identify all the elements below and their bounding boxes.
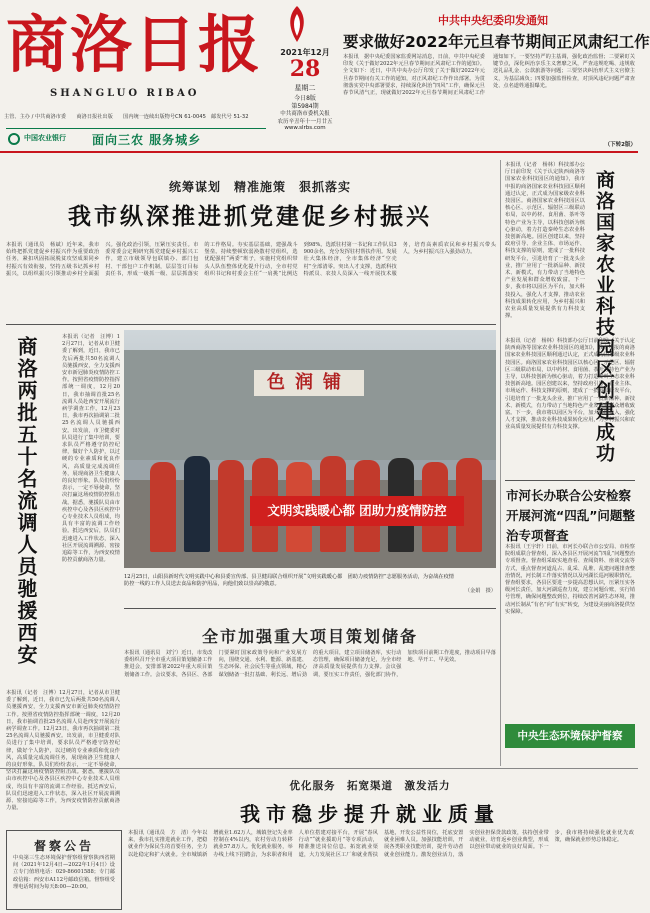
river-headline: 市河长办联合公安检察开展河流“四乱”问题整治专项督查 bbox=[506, 488, 635, 543]
issue-date: 2021年12月 bbox=[280, 48, 330, 57]
eco-banner bbox=[505, 724, 635, 748]
site-domain: www.slrbs.com bbox=[284, 125, 326, 131]
right-col-body-2: 本报讯（记者 杨林）科技部办公厅日前印发《关于认定陕西商洛等国家农业科技园区的通知》，我市申报的商洛国家农业科技园区顺利通过认定，正式成为国家级农业科技园区。商洛国家农业科技园区以核心区、示范区、辐射区三级联动布局，以中药材、食用菌、茶叶等特色产业为主导，以科技创新为核心驱动，着力打造秦岭生态农业科技创新高地。园区创建以来，坚持政府引导、企业主体、市场运作、科技支撑的原则，建成了一批科技研发平台，引进培育了一批龙头企业，推广应用了一批新品种、新技术、新模式，有力带动了当地特色产业发展和群众增收致富。下一步，我市将以园区为平台，加大科技投入，强化人才支撑，推动农业科技成果转化应用，为乡村振兴和农业高质量发展提供有力科技支撑。 bbox=[505, 338, 635, 431]
divider-main bbox=[6, 324, 496, 325]
main-kicker: 统筹谋划 精准施策 狠抓落实 bbox=[168, 180, 351, 194]
column-divider bbox=[500, 160, 501, 766]
issue-number: 第5984期 bbox=[291, 103, 319, 110]
top-continue: （下转2版） bbox=[604, 142, 636, 148]
masthead-logo: 商洛日报 bbox=[6, 8, 263, 81]
employment-kicker: 优化服务 拓宽渠道 激发活力 bbox=[289, 780, 451, 792]
masthead-meta: 主管、主办 / 中共商洛市委 商洛日报社出版 国内统一连续出版物号CN 61-0045 邮发代号 51-32 bbox=[4, 114, 249, 120]
lower-rule bbox=[0, 768, 638, 769]
issue-day: 28 bbox=[289, 56, 321, 82]
notice-title: 督察公告 bbox=[33, 839, 94, 853]
main-headline: 我市纵深推进抓党建促乡村振兴 bbox=[68, 204, 432, 230]
right-vertical-headline: 商洛国家农业科技园区创建成功 bbox=[593, 170, 615, 464]
top-headline-body: 本报讯 据中央纪委国家监委网站消息，日前，中共中央纪委印发《关于做好2022年元旦春节期间正风肃纪工作的通知》。全文如下：近日，中共中央办公厅印发了关于做好2022年元旦春节期间有关工作的通知，对正风肃纪工作作出部署。为贯彻落实党中央部署要求，持续深化纠治“四风”工作，确保元旦春节风清气正，现就做好2022年元旦春节期间正风肃纪工作通知如下。一要坚持严的主基调，强化政治监督；二要紧盯关键节点，深化纠治享乐主义奢靡之风，严查违规吃喝、违规收送礼品礼金、公款旅游等问题；三要坚决纠治形式主义官僚主义，为基层减负；四要加强监督检查，对顶风违纪问题严肃查处、点名道姓通报曝光。 bbox=[343, 54, 635, 97]
masthead bbox=[0, 0, 650, 150]
project-body: 本报讯（通讯员 刘宁）近日，市发改委组织召开全市重大项目策划储备工作推进会，安排部署2022年重大项目策划储备工作。会议要求，各县区、各部门要紧盯国家政策导向和产业发展方向，围绕交通、水利、能源、新基建、生态环保、社会民生等重点领域，精心谋划储备一批打基础、利长远、增后劲的重大项目，建立项目储备库，实行动态管理，确保项目储备充足，为全市经济高质量发展提供有力支撑。会议强调，要压实工作责任，强化部门协作，加快项目前期工作进度，推动项目早落地、早开工、早见效。 bbox=[124, 650, 496, 678]
river-body: 本报讯（王宇轩）日前，市河长办联合市公安局、市检察院组成联合督查组，深入各县区开展河流“四乱”问题整治专项督查。督查组采取实地查看、查阅资料、座谈交流等方式，重点督查河道乱占、乱采、乱堆、乱建问题排查整治情况，河长制工作落实情况以及河湖长巡河履职情况。督查组要求，各县区要进一步提高思想认识，压紧压实各级河长责任，加大河湖巡查力度，建立问题台账，实行销号管理，确保问题整改到位，持续改善河湖生态环境，推动河长制从“有名”向“有实”转变，为建设美丽商洛提供坚实保障。 bbox=[505, 544, 635, 615]
issue-pages: 今日8版 bbox=[294, 95, 316, 102]
project-headline: 全市加强重大项目策划储备 bbox=[201, 627, 418, 646]
divider-right bbox=[505, 480, 635, 481]
main-body: 本报讯（通讯员 杨斌）近年来，我市始终把抓党建促乡村振兴作为重要政治任务，紧扣巩固拓展脱贫攻坚成果同乡村振兴有效衔接，坚持五级书记抓乡村振兴，以组织振兴引领推动乡村全面振兴。强化政治引领，压紧压实责任。市委常委会定期研究抓党建促乡村振兴工作，建立市级领导包联镇办、部门包村、干部包户工作机制，层层签订目标责任书，形成一级抓一级、层层抓落实的工作格局。夯实基层基础，建强战斗堡垒。持续整顿软弱涣散村党组织，选优配强村“两委”班子，实施村党组织带头人队伍整体优化提升行动，全市村党组织书记和村委会主任“一肩挑”比例达到98%。选派驻村第一书记和工作队员3900余名，充分发挥驻村帮扶作用。发展壮大集体经济，全市集体经济“空壳村”全部清零。突出人才支撑，选派科技特派员、农技人员深入一线开展技术服务，培育高素质农民和乡村振兴带头人，为乡村振兴注入强劲动力。 bbox=[6, 242, 496, 277]
sponsor: 中共商洛市委机关报 bbox=[280, 111, 330, 117]
bank-slogan: 面向三农 服务城乡 bbox=[92, 133, 202, 147]
left-vertical-body: 本报讯（记者 汪博）12月27日，记者从市卫健委了解到，近日，我市已先后两批共50名流调人员驰援西安，全力支援西安市新冠肺炎疫情防控工作。按照省疫情防控指挥部统一调度，12月20日，我市抽调首批25名流调人员赴西安开展流行病学调查工作。12月23日，我市再次抽调第二批25名流调人员驰援西安。出发前，市卫健委对队员进行了集中培训，要求队员严格遵守防控纪律，做好个人防护，以过硬的专业素质和优良作风，高质量完成流调任务，展现商洛卫生健康人的良好形象。队员们纷纷表示，一定不辱使命，坚决打赢这场疫情防控阻击战。据悉，驰援队员由市疾控中心及各县区疾控中心专业技术人员组成，均具有丰富的流调工作经验。抵达西安后，队员们迅速进入工作状态，深入社区开展流调溯源、密接追踪等工作，为西安疫情防控贡献商洛力量。 bbox=[62, 334, 120, 564]
news-photo bbox=[124, 330, 496, 568]
divider-photo bbox=[124, 608, 496, 609]
right-col-body: 本报讯（记者 杨林）科技部办公厅日前印发《关于认定陕西商洛等国家农业科技园区的通知》，我市申报的商洛国家农业科技园区顺利通过认定，正式成为国家级农业科技园区。商洛国家农业科技园区以核心区、示范区、辐射区三级联动布局，以中药材、食用菌、茶叶等特色产业为主导，以科技创新为核心驱动，着力打造秦岭生态农业科技创新高地。园区创建以来，坚持政府引导、企业主体、市场运作、科技支撑的原则，建成了一批科技研发平台，引进培育了一批龙头企业，推广应用了一批新品种、新技术、新模式，有力带动了当地特色产业发展和群众增收致富。下一步，我市将以园区为平台，加大科技投入，强化人才支撑，推动农业科技成果转化应用，为乡村振兴和农业高质量发展提供有力科技支撑。 bbox=[505, 162, 585, 320]
masthead-pinyin: SHANGLUO RIBAO bbox=[50, 88, 200, 99]
notice-box bbox=[6, 830, 122, 910]
left-bottom-body: 本报讯（记者 汪博）12月27日，记者从市卫健委了解到，近日，我市已先后两批共50名流调人员驰援西安，全力支援西安市新冠肺炎疫情防控工作。按照省疫情防控指挥部统一调度，12月20日，我市抽调首批25名流调人员赴西安开展流行病学调查工作。12月23日，我市再次抽调第二批25名流调人员驰援西安。出发前，市卫健委对队员进行了集中培训，要求队员严格遵守防控纪律，做好个人防护，以过硬的专业素质和优良作风，高质量完成流调任务，展现商洛卫生健康人的良好形象。队员们纷纷表示，一定不辱使命，坚决打赢这场疫情防控阻击战。据悉，驰援队员由市疾控中心及各县区疾控中心专业技术人员组成，均具有丰富的流调工作经验。抵达西安后，队员们迅速进入工作状态，深入社区开展流调溯源、密接追踪等工作，为西安疫情防控贡献商洛力量。 bbox=[6, 690, 120, 812]
top-kicker: 中共中央纪委印发通知 bbox=[438, 14, 548, 27]
eco-banner-text: 中央生态环境保护督察 bbox=[517, 730, 623, 742]
masthead-rule bbox=[0, 151, 638, 153]
employment-headline: 我市稳步提升就业质量 bbox=[240, 802, 500, 826]
photo-credit: （金娟 摄） bbox=[464, 588, 496, 594]
left-vertical-headline: 商洛两批五十名流调人员驰援西安 bbox=[14, 336, 38, 666]
top-headline: 要求做好2022年元旦春节期间正风肃纪工作 bbox=[343, 33, 650, 51]
notice-body: 中央第三生态环境保护督察组督察陕西省期间（2021年12月4日—2022年1月4日）设立专门值班电话：029-86601588；专门邮政信箱：西安市A112号邮政信箱。督察组受理电话时间为每天8:00—20:00。 bbox=[13, 855, 115, 890]
issue-weekday: 星期二 bbox=[294, 84, 316, 92]
photo-shop-sign: 色润铺 bbox=[254, 370, 364, 396]
abc-logo-icon bbox=[8, 133, 20, 145]
photo-banner: 文明实践暖心都 团助力疫情防控 bbox=[250, 496, 464, 526]
masthead-emblem bbox=[283, 4, 311, 44]
bank-name: 中国农业银行 bbox=[24, 134, 66, 142]
bank-ad bbox=[6, 128, 266, 148]
lunar-date: 农历辛丑年十一月廿五 bbox=[277, 119, 333, 125]
photo-caption: 12月25日，山阳县新时代文明实践中心和县委宣传部、县卫健局联合组织开展“文明实践暖心都 团助力疫情防控”志愿服务活动，为奋战在疫情防控一线的工作人员送去食品和防护用品，向他们致以崇高的敬意。 bbox=[124, 574, 454, 588]
employment-body: 本报讯（通讯员 方 清）今年以来，我市扎实推进就业工作，把稳就业作为保民生的首要任务，全力以赴稳定和扩大就业。全市城镇新增就业1.62万人，城镇登记失业率控制在4%以内，农村劳动力转移就业57.8万人。优化就业服务，举办线上线下招聘会，为求职者和用人单位搭建对接平台，开展“春风行动”“就业援助月”等专项活动，精准推送岗位信息。拓宽就业渠道，大力发展社区工厂和就业帮扶基地，开发公益性岗位，托底安置就业困难人员。加强技能培训，开展各类职业技能培训，提升劳动者就业创业能力。激发创业活力，落实创业担保贷款政策，扶持创业带动就业，培育返乡创业典型，形成以创业带动就业的良好局面。下一步，我市将持续强化就业优先政策，确保就业形势总体稳定。 bbox=[128, 830, 634, 858]
